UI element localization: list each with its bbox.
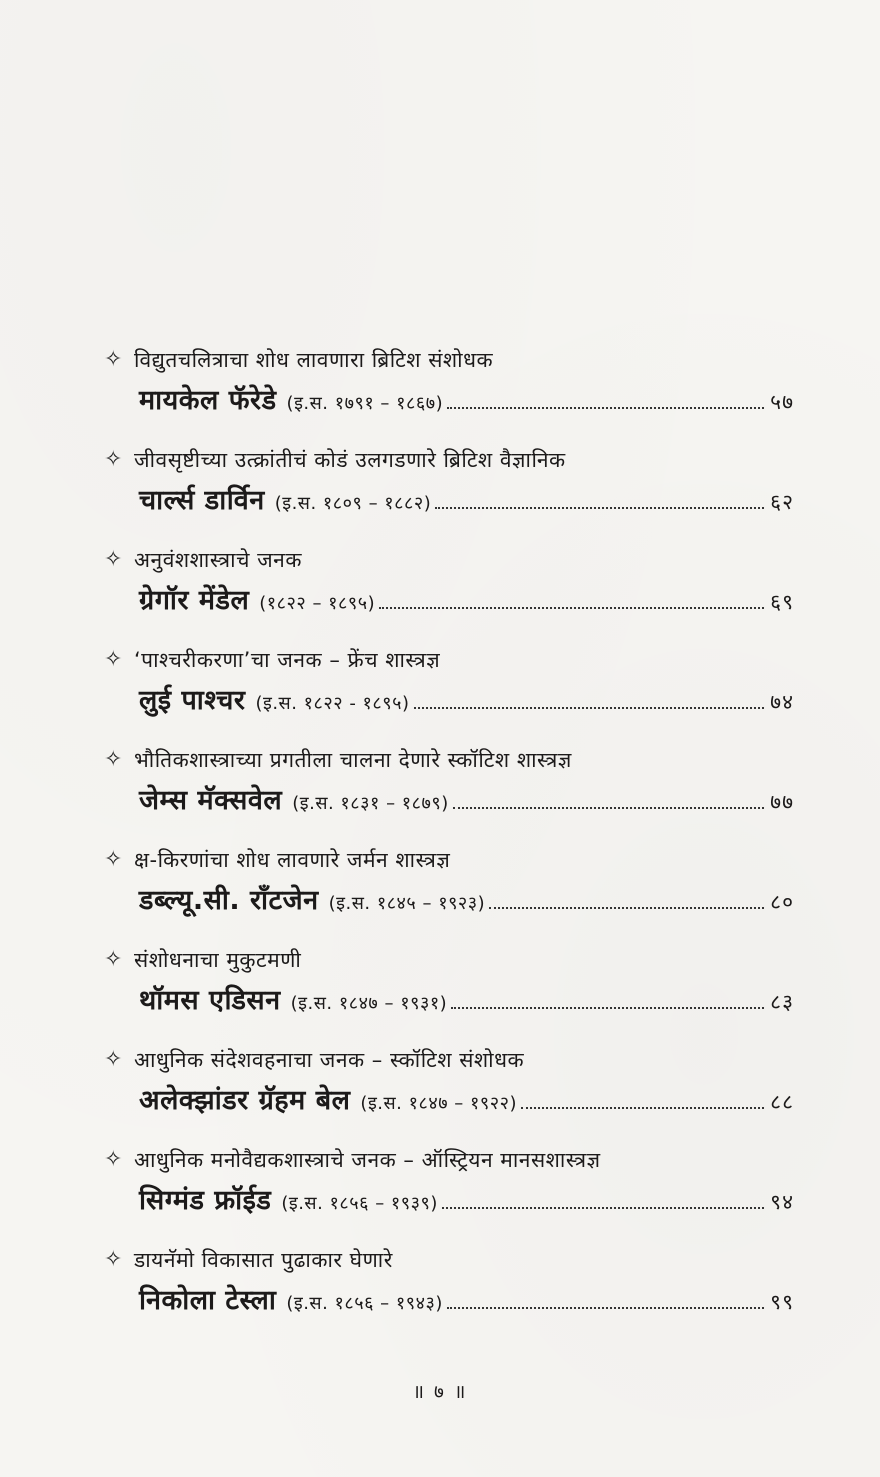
- dot-leader: [521, 1107, 764, 1109]
- table-of-contents: [104, 340, 794, 1340]
- scientist-name: ग्रेगॉर मेंडेल: [139, 585, 250, 616]
- life-years: (इ.स. १८०९ – १८८२): [274, 493, 432, 514]
- dot-leader: [453, 807, 764, 809]
- entry-description: विद्युतचलित्राचा शोध लावणारा ब्रिटिश संशोधक: [134, 348, 494, 372]
- page-number: ८८: [770, 1090, 794, 1114]
- scientist-name: मायकेल फॅरेडे: [139, 385, 277, 416]
- page-number: ७७: [770, 790, 794, 814]
- scientist-name: चार्ल्स डार्विन: [139, 485, 265, 516]
- scientist-name: डब्ल्यू.सी. रॉंटजेन: [139, 885, 319, 916]
- scientist-name: जेम्स मॅक्सवेल: [139, 785, 283, 816]
- toc-entry: [104, 640, 794, 740]
- toc-entry: [104, 940, 794, 1040]
- life-years: (इ.स. १८४७ – १९२२): [360, 1093, 517, 1114]
- bullet-diamond-icon: ✧: [104, 747, 123, 772]
- scientist-name: निकोला टेस्ला: [139, 1285, 277, 1316]
- dot-leader: [447, 407, 764, 409]
- dot-leader: [447, 1307, 764, 1309]
- entry-description: क्ष-किरणांचा शोध लावणारे जर्मन शास्त्रज्ञ: [134, 848, 451, 872]
- bullet-diamond-icon: ✧: [104, 647, 123, 672]
- bullet-diamond-icon: ✧: [104, 447, 123, 472]
- life-years: (इ.स. १८४७ – १९३१): [290, 993, 448, 1014]
- toc-entry: [104, 1040, 794, 1140]
- dot-leader: [435, 507, 764, 509]
- bullet-diamond-icon: ✧: [104, 1147, 123, 1172]
- page-number: ६९: [770, 590, 794, 614]
- bullet-diamond-icon: ✧: [104, 347, 123, 372]
- life-years: (इ.स. १८५६ – १९४३): [286, 1293, 443, 1314]
- toc-entry: [104, 440, 794, 540]
- life-years: (इ.स. १८४५ – १९२३): [328, 893, 486, 914]
- bullet-diamond-icon: ✧: [104, 847, 123, 872]
- toc-entry: [104, 740, 794, 840]
- entry-description: संशोधनाचा मुकुटमणी: [134, 948, 302, 972]
- life-years: (इ.स. १८३१ – १८७९): [292, 793, 449, 814]
- dot-leader: [414, 707, 765, 709]
- page-folio: ॥ ७ ॥: [412, 1381, 468, 1403]
- toc-entry: [104, 540, 794, 640]
- entry-description: आधुनिक संदेशवहनाचा जनक – स्कॉटिश संशोधक: [134, 1048, 525, 1072]
- life-years: (इ.स. १८५६ – १९३९): [281, 1193, 438, 1214]
- page-number: ८३: [770, 990, 794, 1014]
- dot-leader: [379, 607, 764, 609]
- entry-description: ‘पाश्चरीकरणा’चा जनक – फ्रेंच शास्त्रज्ञ: [134, 648, 441, 672]
- life-years: (१८२२ – १८९५): [259, 593, 376, 614]
- page-number: ६२: [770, 490, 794, 514]
- dot-leader: [442, 1207, 764, 1209]
- scientist-name: अलेक्झांडर ग्रॅहम बेल: [139, 1085, 351, 1116]
- entry-description: डायनॅमो विकासात पुढाकार घेणारे: [134, 1248, 393, 1272]
- dot-leader: [489, 907, 764, 909]
- life-years: (इ.स. १७९१ – १८६७): [286, 393, 444, 414]
- entry-description: आधुनिक मनोवैद्यकशास्त्राचे जनक – ऑस्ट्रियन मानसशास्त्रज्ञ: [134, 1148, 601, 1172]
- toc-entry: [104, 1240, 794, 1340]
- page-number: ९४: [770, 1190, 794, 1214]
- bullet-diamond-icon: ✧: [104, 1247, 123, 1272]
- dot-leader: [451, 1007, 764, 1009]
- bullet-diamond-icon: ✧: [104, 1047, 123, 1072]
- entry-description: भौतिकशास्त्राच्या प्रगतीला चालना देणारे स्कॉटिश शास्त्रज्ञ: [134, 748, 572, 772]
- bullet-diamond-icon: ✧: [104, 547, 123, 572]
- scientist-name: थॉमस एडिसन: [139, 985, 281, 1016]
- toc-entry: [104, 1140, 794, 1240]
- page-number: ७४: [770, 690, 794, 714]
- page-number: ९९: [770, 1290, 794, 1314]
- entry-description: अनुवंशशास्त्राचे जनक: [134, 548, 302, 572]
- scientist-name: लुई पाश्चर: [139, 685, 246, 716]
- life-years: (इ.स. १८२२ - १८९५): [255, 693, 410, 714]
- toc-entry: [104, 840, 794, 940]
- bullet-diamond-icon: ✧: [104, 947, 123, 972]
- page-number: ८०: [770, 890, 794, 914]
- entry-description: जीवसृष्टीच्या उत्क्रांतीचं कोडं उलगडणारे ब्रिटिश वैज्ञानिक: [134, 448, 566, 472]
- page-number: ५७: [770, 390, 794, 414]
- toc-entry: [104, 340, 794, 440]
- scientist-name: सिग्मंड फ्रॉईड: [139, 1185, 272, 1216]
